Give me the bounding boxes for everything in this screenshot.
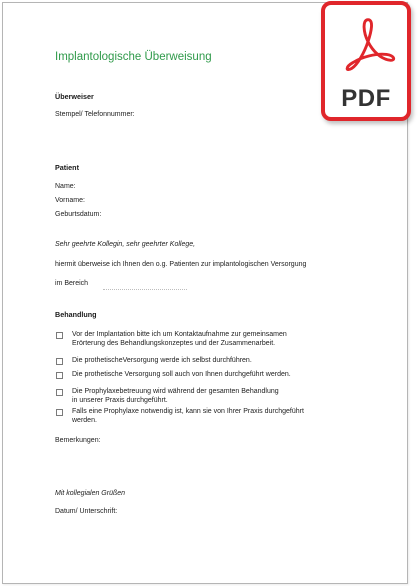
treatment-item-prophylaxis-care: Die Prophylaxebetreuung wird während der gesamten Behandlung in unserer Praxis durchgeführt. <box>72 388 279 404</box>
birthdate-label: Geburtsdatum: <box>55 211 102 218</box>
signature-label: Datum/ Unterschrift: <box>55 508 118 515</box>
area-field-line <box>103 289 187 290</box>
treatment-item-prosthetic-you: Die prothetische Versorgung soll auch von Ihnen durchgeführt werden. <box>72 371 291 378</box>
name-label: Name: <box>55 183 76 190</box>
checkbox-prophylaxis-optional[interactable] <box>56 409 63 416</box>
area-label: im Bereich <box>55 280 89 287</box>
treatment-item-contact: Vor der Implantation bitte ich um Kontaktaufnahme zur gemeinsamen Erörterung des Behandlungskonzeptes und der Zusammenarbeit. <box>72 331 287 347</box>
pdf-download-badge[interactable] <box>321 1 411 121</box>
treatment-item-prosthetic-self: Die prothetischeVersorgung werde ich selbst durchführen. <box>72 357 252 364</box>
pdf-label: PDF <box>341 85 391 112</box>
salutation: Sehr geehrte Kollegin, sehr geehrter Kollege, <box>55 241 196 248</box>
first-name-label: Vorname: <box>55 197 85 204</box>
remarks-label: Bemerkungen: <box>55 437 101 444</box>
checkbox-prophylaxis-care[interactable] <box>56 389 63 396</box>
document-title: Implantologische Überweisung <box>55 51 212 63</box>
closing-text: Mit kollegialen Grüßen <box>55 490 126 497</box>
referrer-heading: Überweiser <box>55 92 94 101</box>
stamp-label: Stempel/ Telefonnummer: <box>55 111 135 118</box>
treatment-heading: Behandlung <box>55 310 97 319</box>
checkbox-contact[interactable] <box>56 332 63 339</box>
checkbox-prosthetic-self[interactable] <box>56 358 63 365</box>
intro-text: hiermit überweise ich Ihnen den o.g. Patienten zur implantologischen Versorgung <box>55 261 307 268</box>
treatment-item-prophylaxis-optional: Falls eine Prophylaxe notwendig ist, kann sie von Ihrer Praxis durchgeführt werden. <box>72 408 304 424</box>
acrobat-icon <box>339 15 397 73</box>
patient-heading: Patient <box>55 163 79 172</box>
checkbox-prosthetic-you[interactable] <box>56 372 63 379</box>
